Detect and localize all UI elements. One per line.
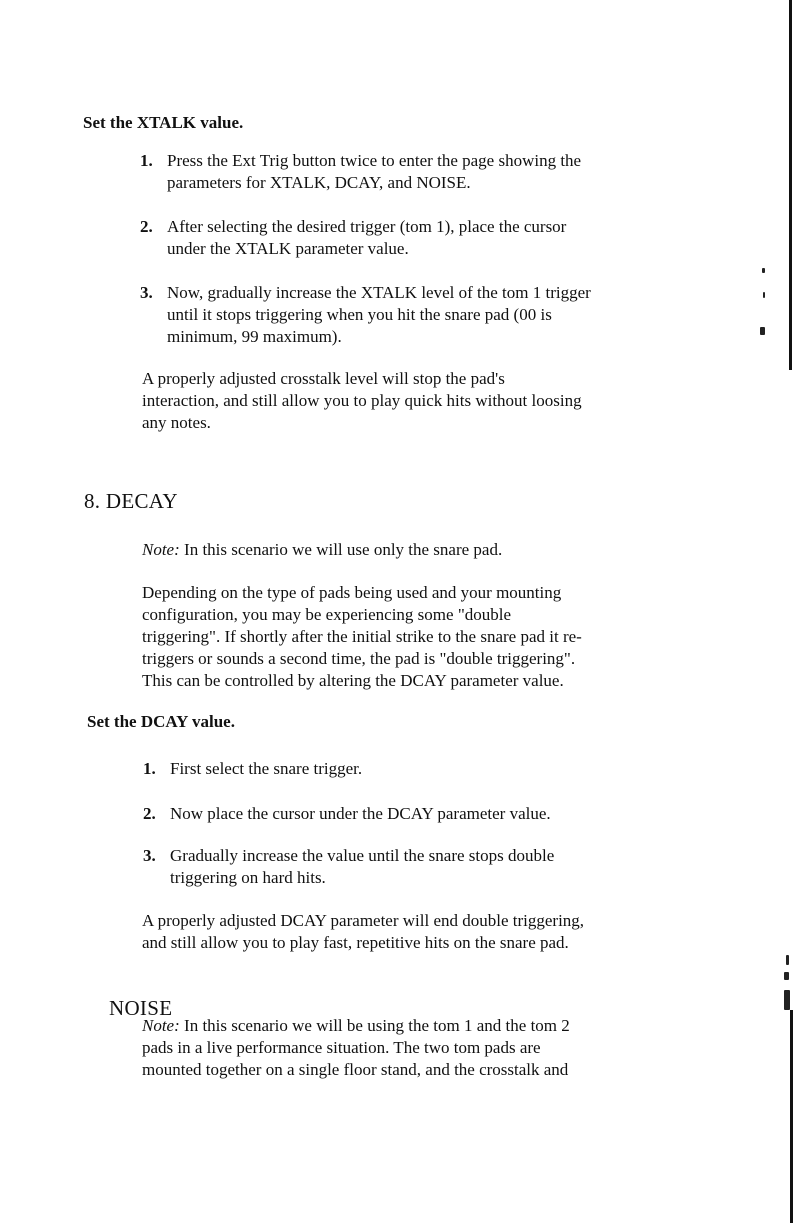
summary-line: A properly adjusted crosstalk level will stop the pad's [142, 369, 505, 388]
step-text [167, 216, 566, 260]
note-label: Note: [142, 540, 180, 559]
scan-speck [760, 327, 765, 335]
step-text [170, 845, 554, 889]
summary-line: and still allow you to play fast, repetitive hits on the snare pad. [142, 933, 569, 952]
decay-summary [142, 910, 584, 954]
decay-intro [142, 582, 582, 692]
step-line: under the XTALK parameter value. [167, 239, 409, 258]
scan-speck [762, 268, 765, 273]
scan-speck [786, 955, 789, 965]
intro-line: triggering". If shortly after the initial strike to the snare pad it re- [142, 627, 582, 646]
step-line: Press the Ext Trig button twice to enter the page showing the [167, 151, 582, 170]
step-line: Now place the cursor under the DCAY parameter value. [170, 804, 551, 823]
page-edge-line [789, 0, 792, 370]
step-line: triggering on hard hits. [170, 868, 326, 887]
note-text: In this scenario we will use only the snare pad. [179, 540, 503, 559]
intro-line: Depending on the type of pads being used and your mounting [142, 583, 562, 602]
decay-note [142, 539, 502, 561]
noise-note-line [142, 1015, 570, 1037]
step-line: After selecting the desired trigger (tom 1), place the cursor [167, 217, 567, 236]
step-line: minimum, 99 maximum). [167, 327, 342, 346]
step-line: until it stops triggering when you hit the snare pad (00 is [167, 305, 552, 324]
intro-line: configuration, you may be experiencing some "double [142, 605, 512, 624]
step-number: 1. [143, 759, 156, 778]
xtalk-summary [142, 368, 582, 434]
note-label: Note: [142, 1016, 180, 1035]
summary-line: A properly adjusted DCAY parameter will end double triggering, [142, 911, 585, 930]
step-line: Now, gradually increase the XTALK level of the tom 1 trigger [167, 283, 591, 302]
noise-note [142, 1015, 570, 1081]
step-number: 3. [143, 846, 156, 865]
noise-note-line: mounted together on a single floor stand, and the crosstalk and [142, 1060, 569, 1079]
step-text [167, 282, 591, 348]
note-text: In this scenario we will be using the tom 1 and the tom 2 [179, 1016, 570, 1035]
scan-speck [784, 972, 789, 980]
step-line: parameters for XTALK, DCAY, and NOISE. [167, 173, 471, 192]
step-line: Gradually increase the value until the snare stops double [170, 846, 555, 865]
noise-note-line: pads in a live performance situation. The two tom pads are [142, 1038, 541, 1057]
scan-speck [763, 292, 765, 298]
summary-line: interaction, and still allow you to play quick hits without loosing [142, 391, 582, 410]
intro-line: This can be controlled by altering the DCAY parameter value. [142, 671, 564, 690]
step-number: 2. [143, 804, 156, 823]
intro-line: triggers or sounds a second time, the pad is "double triggering". [142, 649, 576, 668]
step-number: 3. [140, 283, 153, 302]
decay-section-title: 8. DECAY [84, 489, 178, 513]
decay-set-heading: Set the DCAY value. [87, 712, 235, 731]
xtalk-set-heading: Set the XTALK value. [83, 113, 244, 132]
step-number: 1. [140, 151, 153, 170]
step-text [170, 758, 362, 780]
page-edge-line [790, 1010, 793, 1223]
noise-section-title: NOISE [109, 996, 173, 1020]
step-line: First select the snare trigger. [170, 759, 363, 778]
step-number: 2. [140, 217, 153, 236]
summary-line: any notes. [142, 413, 211, 432]
step-text [170, 803, 551, 825]
step-text [167, 150, 581, 194]
scan-speck [784, 990, 790, 1010]
